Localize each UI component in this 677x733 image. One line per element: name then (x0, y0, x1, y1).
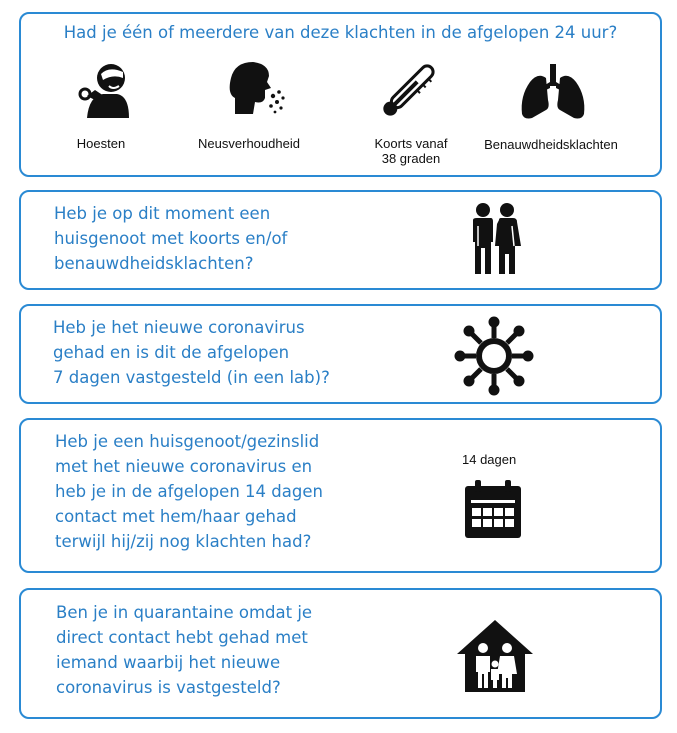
question-text: Heb je een huisgenoot/gezinslid met het nieuwe coronavirus en heb je in de afgelopen 14 dagen contact met hem/haar gehad terwijl hij/zij nog klachten had? (55, 432, 323, 551)
question-text: Ben je in quarantaine omdat je direct contact hebt gehad met iemand waarbij het nieuwe coronavirus is vastgesteld? (56, 603, 313, 697)
symptom-label-fever: Koorts vanaf 38 graden (374, 136, 448, 166)
question-card-contact (19, 418, 662, 573)
question-text: Heb je op dit moment een huisgenoot met koorts en/of benauwdheidsklachten? (54, 204, 288, 273)
lungs-icon (518, 64, 588, 120)
virus-icon (454, 316, 534, 396)
symptoms-card (19, 12, 662, 177)
symptom-label-cough: Hoesten (76, 136, 126, 151)
thermometer-icon (373, 56, 443, 126)
question-card-tested (19, 304, 662, 404)
family-icon (467, 202, 523, 276)
symptom-label-breathing: Benauwdheidsklachten (484, 137, 618, 152)
coughing-person-icon (73, 60, 135, 124)
symptom-label-sneeze: Neusverhoudheid (198, 136, 300, 151)
sneezing-head-icon (225, 58, 287, 120)
symptoms-title: Had je één of meerdere van deze klachten in de afgelopen 24 uur? (63, 23, 618, 42)
house-family-icon (455, 618, 535, 692)
calendar-label: 14 dagen (462, 452, 517, 467)
calendar-icon (463, 480, 523, 540)
question-text: Heb je het nieuwe coronavirus gehad en is dit de afgelopen 7 dagen vastgesteld (in een lab)? (53, 318, 330, 387)
question-card-quarantine (19, 588, 662, 719)
question-card-household (19, 190, 662, 290)
